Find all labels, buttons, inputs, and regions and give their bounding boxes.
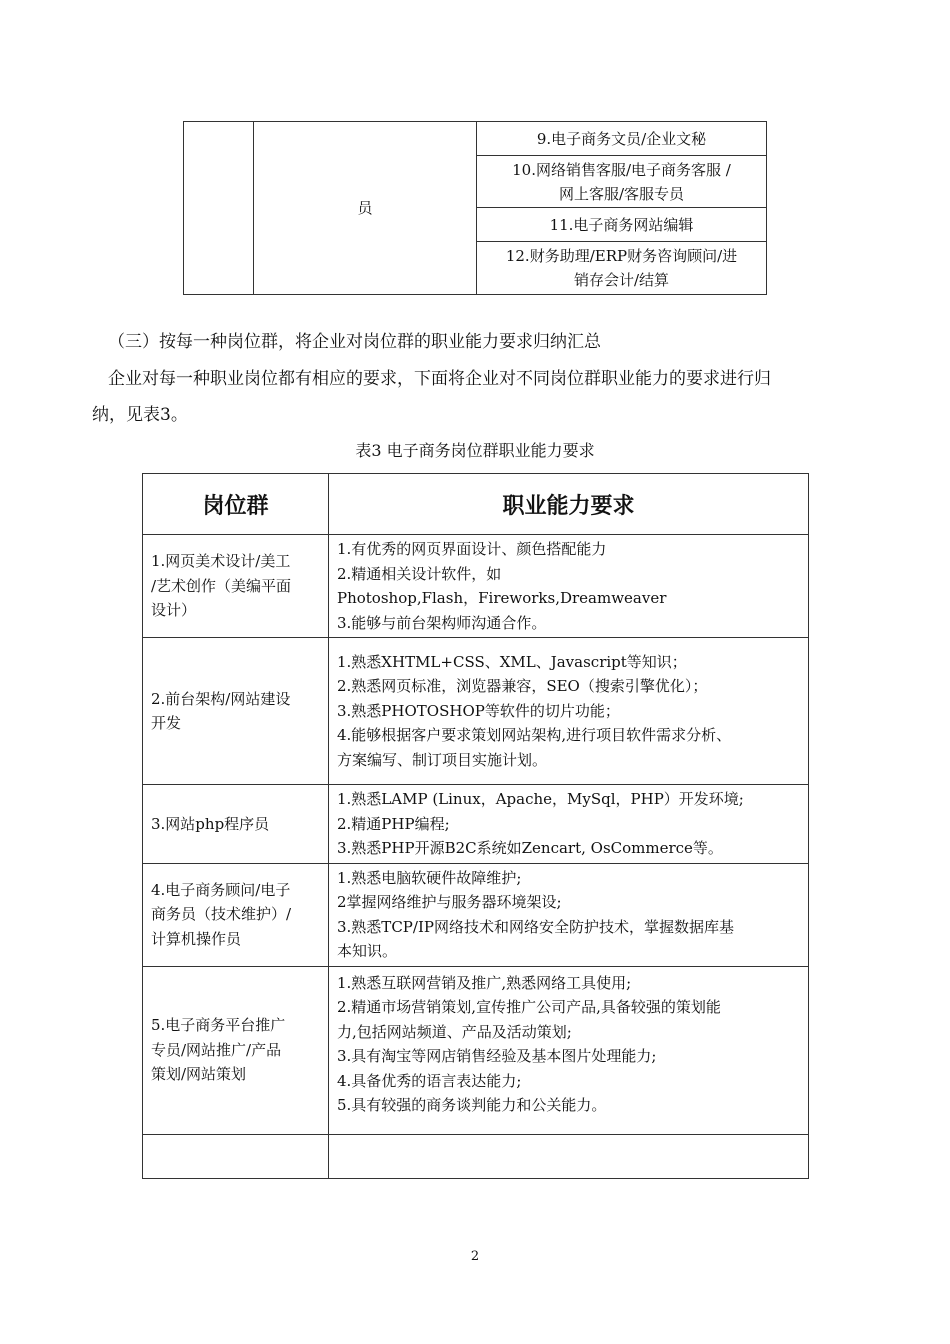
table-header-row bbox=[143, 474, 809, 535]
competency-table bbox=[142, 473, 809, 1179]
paragraph-line-1: 企业对每一种职业岗位都有相应的要求，下面将企业对不同岗位群职业能力的要求进行归 bbox=[108, 369, 771, 389]
requirements-cell: 1.熟悉XHTML+CSS、XML、Javascript等知识； 2.熟悉网页标准，浏览器兼容，SEO（搜索引擎优化）； 3.熟悉PHOTOSHOP等软件的切片功能； 4.能够根据客户要求策划网站架构,进行项目软件需求分析、 方案编写、制订项目实施计划。 bbox=[329, 638, 809, 785]
job-group-cell: 4.电子商务顾问/电子 商务员（技术维护）/ 计算机操作员 bbox=[143, 863, 329, 966]
job-group-cell: 5.电子商务平台推广 专员/网站推广/产品 策划/网站策划 bbox=[143, 966, 329, 1134]
empty-cell bbox=[329, 1134, 809, 1178]
empty-cell bbox=[143, 1134, 329, 1178]
requirements-cell: 1.有优秀的网页界面设计、颜色搭配能力 2.精通相关设计软件，如 Photoshop,Flash，Fireworks,Dreamweaver 3.能够与前台架构师沟通合作。 bbox=[329, 535, 809, 638]
table-row bbox=[143, 638, 809, 785]
job-cell-9: 9.电子商务文员/企业文秘 bbox=[477, 122, 767, 156]
job-cell-12: 12.财务助理/ERP财务咨询顾问/进 销存会计/结算 bbox=[477, 242, 767, 295]
job-group-cell: 2.前台架构/网站建设 开发 bbox=[143, 638, 329, 785]
job-group-cell: 1.网页美术设计/美工 /艺术创作（美编平面 设计） bbox=[143, 535, 329, 638]
table-caption: 表3 电子商务岗位群职业能力要求 bbox=[355, 441, 595, 460]
table-row bbox=[143, 535, 809, 638]
header-requirements: 职业能力要求 bbox=[329, 474, 809, 535]
section-heading: （三）按每一种岗位群，将企业对岗位群的职业能力要求归纳汇总 bbox=[108, 332, 601, 352]
empty-table-row bbox=[143, 1134, 809, 1178]
requirements-cell: 1.熟悉电脑软硬件故障维护; 2掌握网络维护与服务器环境架设; 3.熟悉TCP/IP网络技术和网络安全防护技术，掌握数据库基 本知识。 bbox=[329, 863, 809, 966]
empty-cell bbox=[184, 122, 254, 295]
job-cell-10: 10.网络销售客服/电子商务客服 / 网上客服/客服专员 bbox=[477, 156, 767, 208]
requirements-cell: 1.熟悉互联网营销及推广,熟悉网络工具使用; 2.精通市场营销策划,宣传推广公司产品,具备较强的策划能 力,包括网站频道、产品及活动策划; 3.具有淘宝等网店销售经验及基本图片处理能力; 4.具备优秀的语言表达能力; 5.具有较强的商务谈判能力和公关能力。 bbox=[329, 966, 809, 1134]
job-group-cell: 3.网站php程序员 bbox=[143, 785, 329, 864]
requirements-cell: 1.熟悉LAMP (Linux，Apache，MySql，PHP）开发环境; 2.精通PHP编程; 3.熟悉PHP开源B2C系统如Zencart, OsCommerce等。 bbox=[329, 785, 809, 864]
middle-merged-cell: 员 bbox=[254, 122, 477, 295]
table-row bbox=[143, 863, 809, 966]
header-job-group: 岗位群 bbox=[143, 474, 329, 535]
page-number: 2 bbox=[470, 1249, 480, 1264]
continued-job-table bbox=[183, 121, 767, 295]
table-row bbox=[143, 785, 809, 864]
job-cell-11: 11.电子商务网站编辑 bbox=[477, 208, 767, 242]
table-row bbox=[143, 966, 809, 1134]
paragraph-line-2: 纳，见表3。 bbox=[92, 405, 188, 425]
